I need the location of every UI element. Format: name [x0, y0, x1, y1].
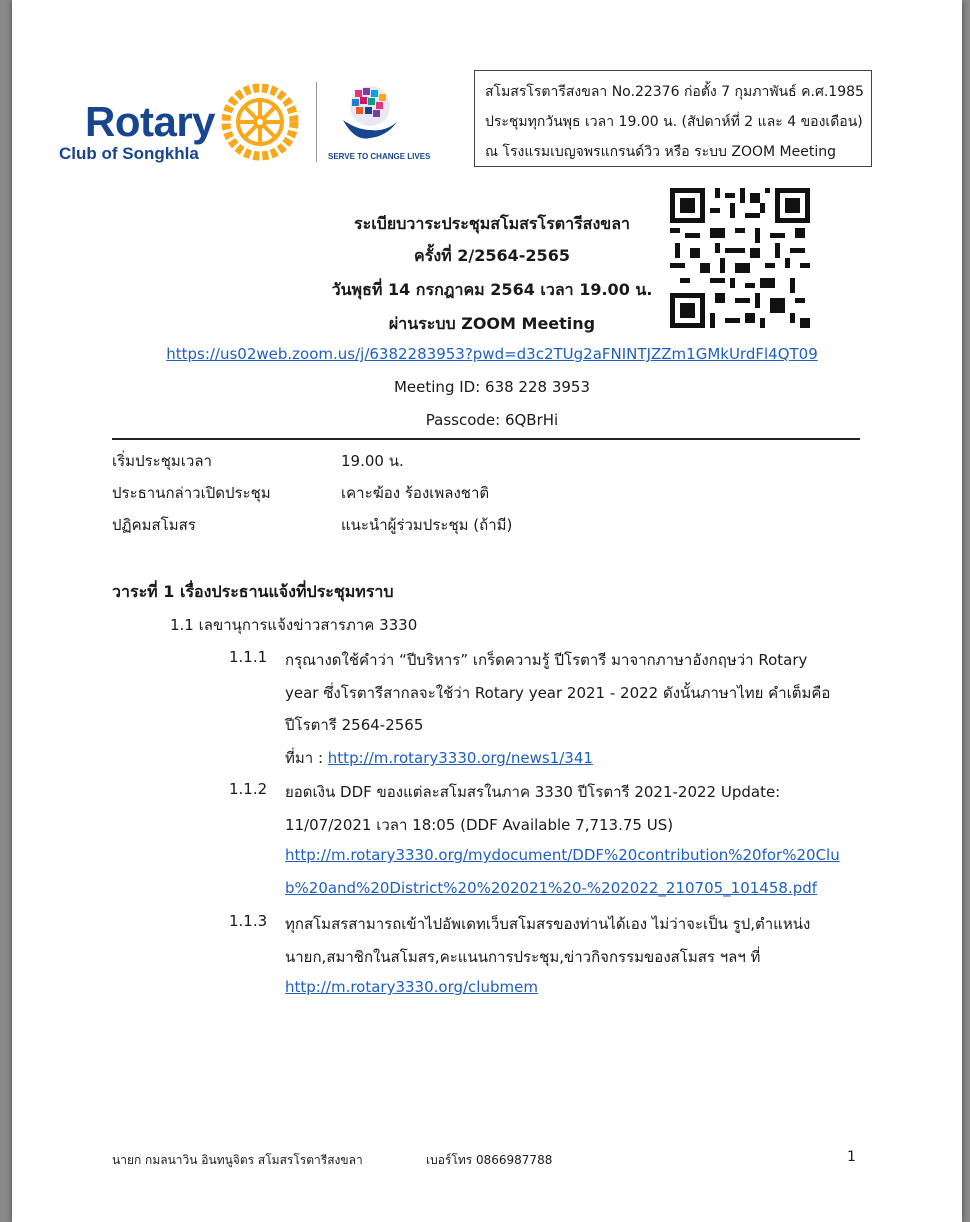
item-line: year ซึ่งโรตารีสากลจะใช้ว่า Rotary year 2021 - 2022 ดังนั้นภาษาไทย คำเต็มคือ	[285, 684, 831, 702]
document-page	[12, 0, 962, 1222]
zoom-link[interactable]: https://us02web.zoom.us/j/6382283953?pwd=d3c2TUg2aFNINTJZZm1GMkUrdFl4QT09	[166, 345, 818, 363]
item-line: ยอดเงิน DDF ของแต่ละสโมสรในภาค 3330 ปีโรตารี 2021-2022 Update:	[285, 783, 781, 801]
agenda-subheading: 1.1 เลขานุการแจ้งข่าวสารภาค 3330	[170, 616, 418, 634]
meeting-id: Meeting ID: 638 228 3953	[393, 378, 590, 396]
source-label: ที่มา :	[285, 749, 328, 767]
agenda-title: ระเบียบวาระประชุมสโมสรโรตารีสงขลา	[354, 214, 630, 233]
schedule-label-opening: ประธานกล่าวเปิดประชุม	[112, 484, 271, 502]
source-link[interactable]: http://m.rotary3330.org/news1/341	[327, 749, 593, 767]
page-number: 1	[847, 1149, 856, 1165]
item-line: กรุณางดใช้คำว่า “ปีบริหาร” เกร็ดความรู้ ปีโรตารี มาจากภาษาอังกฤษว่า Rotary	[285, 651, 808, 669]
rotary-wordmark: Rotary	[85, 98, 216, 145]
schedule-value-start: 19.00 น.	[341, 452, 404, 470]
footer-president: นายก กมลนาวิน อินทนูจิตร สโมสรโรตารีสงขลา	[112, 1153, 363, 1167]
info-line-founded: สโมสรโรตารีสงขลา No.22376 ก่อตั้ง 7 กุมภาพันธ์ ค.ศ.1985	[485, 84, 864, 100]
item-number: 1.1.2	[229, 780, 268, 798]
session-number: ครั้งที่ 2/2564-2565	[414, 246, 570, 265]
schedule-label-start: เริ่มประชุมเวลา	[112, 452, 212, 470]
schedule-value-host: แนะนำผู้ร่วมประชุม (ถ้ามี)	[341, 516, 513, 534]
item-line: นายก,สมาชิกในสโมสร,คะแนนการประชุม,ข่าวกิจกรรมของสโมสร ฯลฯ ที่	[285, 948, 761, 966]
serve-globe-hand-icon	[335, 80, 405, 148]
item-line: 11/07/2021 เวลา 18:05 (DDF Available 7,713.75 US)	[285, 816, 674, 834]
club-info-box	[474, 70, 872, 167]
ddf-link-continued[interactable]: b%20and%20District%20%202021%20-%202022_210705_101458.pdf	[285, 879, 818, 897]
item-line: ปีโรตารี 2564-2565	[285, 716, 424, 734]
schedule-label-host: ปฏิคมสโมสร	[112, 516, 196, 534]
meeting-date: วันพุธที่ 14 กรกฎาคม 2564 เวลา 19.00 น.	[331, 280, 653, 299]
logo-divider	[316, 82, 317, 162]
footer-phone: เบอร์โทร 0866987788	[426, 1153, 553, 1167]
club-name: Club of Songkhla	[59, 144, 199, 163]
agenda-heading: วาระที่ 1 เรื่องประธานแจ้งที่ประชุมทราบ	[112, 582, 394, 601]
clubmem-link[interactable]: http://m.rotary3330.org/clubmem	[285, 978, 538, 996]
info-line-schedule: ประชุมทุกวันพุธ เวลา 19.00 น. (สัปดาห์ที่ 2 และ 4 ของเดือน)	[485, 114, 863, 130]
item-number: 1.1.1	[229, 648, 268, 666]
item-line: ทุกสโมสรสามารถเข้าไปอัพเดทเว็บสโมสรของท่านได้เอง ไม่ว่าจะเป็น รูป,ตำแหน่ง	[285, 915, 811, 933]
schedule-value-opening: เคาะฆ้อง ร้องเพลงชาติ	[341, 484, 490, 502]
ddf-link[interactable]: http://m.rotary3330.org/mydocument/DDF%20contribution%20for%20Clu	[285, 846, 840, 864]
serve-tagline: SERVE TO CHANGE LIVES	[328, 152, 431, 161]
rotary-wheel-icon	[220, 82, 300, 162]
passcode: Passcode: 6QBrHi	[425, 411, 559, 429]
info-line-venue: ณ โรงแรมเบญจพรแกรนด์วิว หรือ ระบบ ZOOM Meeting	[485, 144, 836, 160]
header-divider	[112, 438, 860, 440]
item-number: 1.1.3	[229, 912, 268, 930]
source-line	[285, 746, 593, 770]
meeting-platform: ผ่านระบบ ZOOM Meeting	[388, 314, 596, 333]
